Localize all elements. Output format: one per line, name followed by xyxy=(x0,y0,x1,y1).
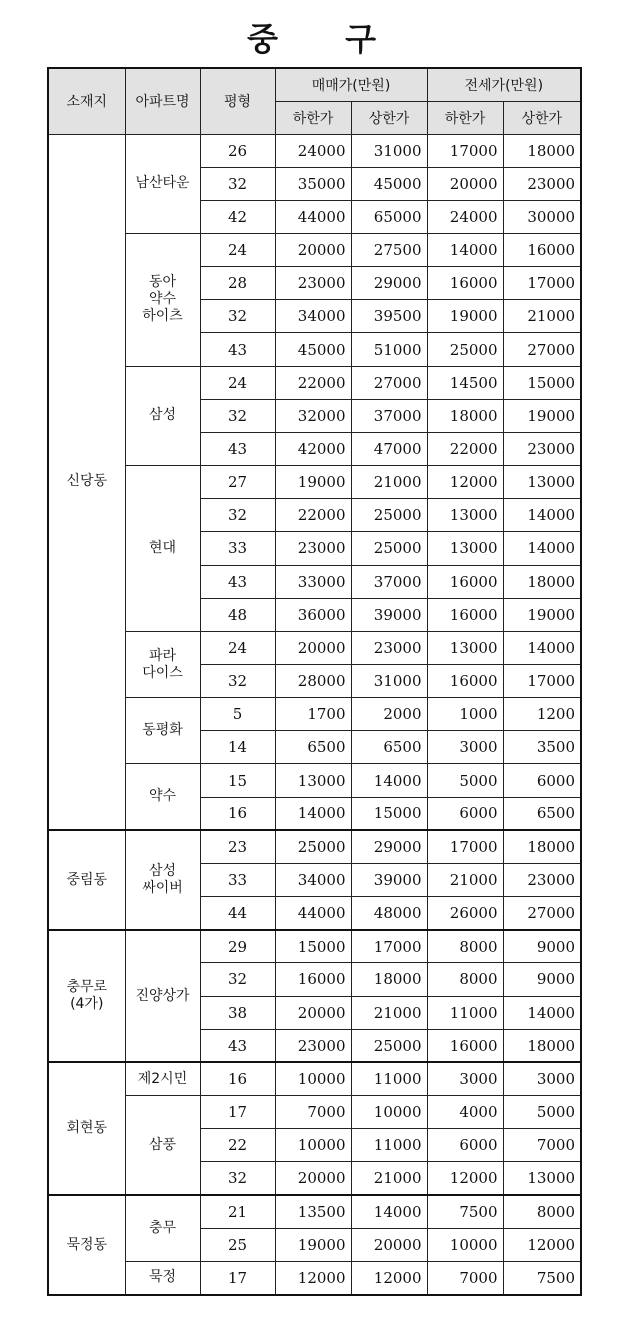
jeonse-low-cell: 6000 xyxy=(427,797,503,830)
jeonse-low-cell: 22000 xyxy=(427,432,503,465)
sale-high-cell: 11000 xyxy=(351,1062,427,1095)
jeonse-low-cell: 21000 xyxy=(427,863,503,896)
header-sale-high: 상한가 xyxy=(351,101,427,134)
location-cell: 충무로 (4가) xyxy=(48,930,125,1063)
sale-high-cell: 15000 xyxy=(351,797,427,830)
apartment-name-cell: 묵정 xyxy=(125,1261,200,1295)
jeonse-low-cell: 10000 xyxy=(427,1228,503,1261)
sale-high-cell: 2000 xyxy=(351,698,427,731)
sale-high-cell: 31000 xyxy=(351,665,427,698)
sale-low-cell: 22000 xyxy=(275,366,351,399)
size-cell: 33 xyxy=(200,863,275,896)
header-jeonse-price: 전세가(만원) xyxy=(427,68,581,101)
jeonse-high-cell: 9000 xyxy=(503,930,581,963)
jeonse-high-cell: 16000 xyxy=(503,233,581,266)
apartment-name-cell: 제2시민 xyxy=(125,1062,200,1095)
table-row xyxy=(48,1261,581,1295)
jeonse-high-cell: 5000 xyxy=(503,1096,581,1129)
size-cell: 43 xyxy=(200,1029,275,1062)
jeonse-high-cell: 15000 xyxy=(503,366,581,399)
sale-high-cell: 25000 xyxy=(351,499,427,532)
sale-high-cell: 6500 xyxy=(351,731,427,764)
sale-high-cell: 29000 xyxy=(351,267,427,300)
header-apartment: 아파트명 xyxy=(125,68,200,134)
jeonse-low-cell: 13000 xyxy=(427,631,503,664)
sale-high-cell: 48000 xyxy=(351,897,427,930)
apartment-name-cell: 파라 다이스 xyxy=(125,631,200,697)
jeonse-low-cell: 6000 xyxy=(427,1129,503,1162)
sale-high-cell: 39000 xyxy=(351,863,427,896)
sale-high-cell: 27500 xyxy=(351,233,427,266)
table-row xyxy=(48,930,581,963)
size-cell: 16 xyxy=(200,1062,275,1095)
jeonse-high-cell: 14000 xyxy=(503,996,581,1029)
sale-low-cell: 19000 xyxy=(275,466,351,499)
sale-low-cell: 10000 xyxy=(275,1129,351,1162)
sale-low-cell: 44000 xyxy=(275,897,351,930)
size-cell: 44 xyxy=(200,897,275,930)
size-cell: 15 xyxy=(200,764,275,797)
jeonse-high-cell: 14000 xyxy=(503,499,581,532)
jeonse-low-cell: 16000 xyxy=(427,665,503,698)
table-row xyxy=(48,1062,581,1095)
size-cell: 29 xyxy=(200,930,275,963)
sale-low-cell: 34000 xyxy=(275,863,351,896)
location-cell: 회현동 xyxy=(48,1062,125,1195)
jeonse-low-cell: 3000 xyxy=(427,731,503,764)
jeonse-high-cell: 18000 xyxy=(503,565,581,598)
apartment-name-cell: 충무 xyxy=(125,1195,200,1261)
sale-low-cell: 16000 xyxy=(275,963,351,996)
price-table xyxy=(47,67,582,1296)
table-row xyxy=(48,1195,581,1228)
sale-low-cell: 23000 xyxy=(275,267,351,300)
jeonse-low-cell: 16000 xyxy=(427,565,503,598)
sale-low-cell: 13000 xyxy=(275,764,351,797)
jeonse-high-cell: 7000 xyxy=(503,1129,581,1162)
table-row xyxy=(48,366,581,399)
sale-low-cell: 25000 xyxy=(275,830,351,863)
jeonse-low-cell: 1000 xyxy=(427,698,503,731)
jeonse-high-cell: 14000 xyxy=(503,631,581,664)
jeonse-low-cell: 14000 xyxy=(427,233,503,266)
jeonse-low-cell: 20000 xyxy=(427,167,503,200)
sale-high-cell: 37000 xyxy=(351,565,427,598)
sale-high-cell: 18000 xyxy=(351,963,427,996)
table-row xyxy=(48,631,581,664)
jeonse-low-cell: 3000 xyxy=(427,1062,503,1095)
jeonse-low-cell: 18000 xyxy=(427,399,503,432)
size-cell: 38 xyxy=(200,996,275,1029)
jeonse-high-cell: 23000 xyxy=(503,863,581,896)
sale-high-cell: 14000 xyxy=(351,764,427,797)
sale-high-cell: 29000 xyxy=(351,830,427,863)
sale-high-cell: 23000 xyxy=(351,631,427,664)
size-cell: 25 xyxy=(200,1228,275,1261)
header-jeonse-high: 상한가 xyxy=(503,101,581,134)
jeonse-low-cell: 13000 xyxy=(427,499,503,532)
sale-low-cell: 45000 xyxy=(275,333,351,366)
size-cell: 28 xyxy=(200,267,275,300)
size-cell: 33 xyxy=(200,532,275,565)
jeonse-high-cell: 7500 xyxy=(503,1261,581,1295)
sale-low-cell: 22000 xyxy=(275,499,351,532)
sale-low-cell: 1700 xyxy=(275,698,351,731)
jeonse-low-cell: 14500 xyxy=(427,366,503,399)
size-cell: 43 xyxy=(200,333,275,366)
sale-low-cell: 13500 xyxy=(275,1195,351,1228)
size-cell: 24 xyxy=(200,366,275,399)
sale-low-cell: 12000 xyxy=(275,1261,351,1295)
jeonse-low-cell: 16000 xyxy=(427,267,503,300)
jeonse-high-cell: 18000 xyxy=(503,1029,581,1062)
size-cell: 24 xyxy=(200,233,275,266)
jeonse-high-cell: 19000 xyxy=(503,598,581,631)
size-cell: 27 xyxy=(200,466,275,499)
jeonse-high-cell: 19000 xyxy=(503,399,581,432)
size-cell: 5 xyxy=(200,698,275,731)
size-cell: 43 xyxy=(200,432,275,465)
table-row xyxy=(48,698,581,731)
jeonse-high-cell: 1200 xyxy=(503,698,581,731)
jeonse-low-cell: 17000 xyxy=(427,134,503,167)
apartment-name-cell: 삼성 싸이버 xyxy=(125,830,200,929)
apartment-name-cell: 현대 xyxy=(125,466,200,632)
sale-high-cell: 11000 xyxy=(351,1129,427,1162)
size-cell: 32 xyxy=(200,499,275,532)
sale-high-cell: 21000 xyxy=(351,996,427,1029)
sale-low-cell: 20000 xyxy=(275,631,351,664)
jeonse-high-cell: 18000 xyxy=(503,134,581,167)
jeonse-high-cell: 27000 xyxy=(503,897,581,930)
page-title: 중 구 xyxy=(247,20,404,58)
jeonse-high-cell: 21000 xyxy=(503,300,581,333)
size-cell: 23 xyxy=(200,830,275,863)
sale-low-cell: 19000 xyxy=(275,1228,351,1261)
jeonse-low-cell: 16000 xyxy=(427,1029,503,1062)
jeonse-low-cell: 4000 xyxy=(427,1096,503,1129)
table-row xyxy=(48,1096,581,1129)
table-row xyxy=(48,830,581,863)
sale-high-cell: 37000 xyxy=(351,399,427,432)
jeonse-high-cell: 6500 xyxy=(503,797,581,830)
sale-low-cell: 44000 xyxy=(275,200,351,233)
table-body xyxy=(48,134,581,1295)
jeonse-high-cell: 12000 xyxy=(503,1228,581,1261)
sale-high-cell: 51000 xyxy=(351,333,427,366)
jeonse-low-cell: 5000 xyxy=(427,764,503,797)
location-cell: 중림동 xyxy=(48,830,125,929)
size-cell: 26 xyxy=(200,134,275,167)
jeonse-high-cell: 3500 xyxy=(503,731,581,764)
sale-high-cell: 31000 xyxy=(351,134,427,167)
sale-high-cell: 25000 xyxy=(351,532,427,565)
jeonse-low-cell: 12000 xyxy=(427,1162,503,1195)
jeonse-high-cell: 8000 xyxy=(503,1195,581,1228)
sale-low-cell: 20000 xyxy=(275,233,351,266)
sale-low-cell: 24000 xyxy=(275,134,351,167)
table-row xyxy=(48,134,581,167)
sale-low-cell: 15000 xyxy=(275,930,351,963)
size-cell: 32 xyxy=(200,399,275,432)
jeonse-low-cell: 8000 xyxy=(427,963,503,996)
size-cell: 48 xyxy=(200,598,275,631)
apartment-name-cell: 약수 xyxy=(125,764,200,830)
jeonse-low-cell: 17000 xyxy=(427,830,503,863)
jeonse-high-cell: 6000 xyxy=(503,764,581,797)
jeonse-high-cell: 17000 xyxy=(503,665,581,698)
sale-high-cell: 65000 xyxy=(351,200,427,233)
sale-low-cell: 34000 xyxy=(275,300,351,333)
header-jeonse-low: 하한가 xyxy=(427,101,503,134)
sale-high-cell: 45000 xyxy=(351,167,427,200)
sale-low-cell: 23000 xyxy=(275,1029,351,1062)
sale-low-cell: 7000 xyxy=(275,1096,351,1129)
apartment-name-cell: 삼성 xyxy=(125,366,200,465)
sale-low-cell: 36000 xyxy=(275,598,351,631)
sale-low-cell: 28000 xyxy=(275,665,351,698)
table-row xyxy=(48,233,581,266)
table-row xyxy=(48,466,581,499)
sale-low-cell: 20000 xyxy=(275,1162,351,1195)
sale-high-cell: 21000 xyxy=(351,1162,427,1195)
apartment-name-cell: 남산타운 xyxy=(125,134,200,233)
jeonse-high-cell: 23000 xyxy=(503,432,581,465)
sale-high-cell: 14000 xyxy=(351,1195,427,1228)
jeonse-high-cell: 13000 xyxy=(503,1162,581,1195)
jeonse-high-cell: 17000 xyxy=(503,267,581,300)
size-cell: 14 xyxy=(200,731,275,764)
sale-high-cell: 17000 xyxy=(351,930,427,963)
sale-low-cell: 33000 xyxy=(275,565,351,598)
apartment-name-cell: 삼풍 xyxy=(125,1096,200,1195)
sale-low-cell: 23000 xyxy=(275,532,351,565)
sale-high-cell: 20000 xyxy=(351,1228,427,1261)
jeonse-low-cell: 13000 xyxy=(427,532,503,565)
jeonse-high-cell: 9000 xyxy=(503,963,581,996)
sale-low-cell: 32000 xyxy=(275,399,351,432)
jeonse-high-cell: 27000 xyxy=(503,333,581,366)
jeonse-high-cell: 18000 xyxy=(503,830,581,863)
header-sale-low: 하한가 xyxy=(275,101,351,134)
sale-high-cell: 25000 xyxy=(351,1029,427,1062)
sale-high-cell: 39000 xyxy=(351,598,427,631)
size-cell: 32 xyxy=(200,963,275,996)
size-cell: 42 xyxy=(200,200,275,233)
sale-low-cell: 14000 xyxy=(275,797,351,830)
location-cell: 묵정동 xyxy=(48,1195,125,1295)
sale-low-cell: 20000 xyxy=(275,996,351,1029)
jeonse-low-cell: 11000 xyxy=(427,996,503,1029)
table-row xyxy=(48,764,581,797)
size-cell: 32 xyxy=(200,1162,275,1195)
jeonse-high-cell: 13000 xyxy=(503,466,581,499)
jeonse-low-cell: 16000 xyxy=(427,598,503,631)
jeonse-low-cell: 26000 xyxy=(427,897,503,930)
header-location: 소재지 xyxy=(48,68,125,134)
size-cell: 17 xyxy=(200,1261,275,1295)
sale-high-cell: 12000 xyxy=(351,1261,427,1295)
jeonse-high-cell: 14000 xyxy=(503,532,581,565)
apartment-name-cell: 진양상가 xyxy=(125,930,200,1063)
sale-low-cell: 10000 xyxy=(275,1062,351,1095)
size-cell: 22 xyxy=(200,1129,275,1162)
sale-low-cell: 42000 xyxy=(275,432,351,465)
size-cell: 17 xyxy=(200,1096,275,1129)
sale-high-cell: 10000 xyxy=(351,1096,427,1129)
size-cell: 32 xyxy=(200,665,275,698)
size-cell: 32 xyxy=(200,300,275,333)
jeonse-high-cell: 23000 xyxy=(503,167,581,200)
jeonse-high-cell: 30000 xyxy=(503,200,581,233)
sale-high-cell: 39500 xyxy=(351,300,427,333)
location-cell: 신당동 xyxy=(48,134,125,830)
jeonse-low-cell: 19000 xyxy=(427,300,503,333)
apartment-name-cell: 동평화 xyxy=(125,698,200,764)
header-size: 평형 xyxy=(200,68,275,134)
jeonse-low-cell: 7000 xyxy=(427,1261,503,1295)
size-cell: 21 xyxy=(200,1195,275,1228)
sale-high-cell: 27000 xyxy=(351,366,427,399)
size-cell: 43 xyxy=(200,565,275,598)
jeonse-low-cell: 8000 xyxy=(427,930,503,963)
sale-low-cell: 35000 xyxy=(275,167,351,200)
apartment-name-cell: 동아 약수 하이츠 xyxy=(125,233,200,366)
size-cell: 32 xyxy=(200,167,275,200)
jeonse-low-cell: 25000 xyxy=(427,333,503,366)
jeonse-high-cell: 3000 xyxy=(503,1062,581,1095)
sale-low-cell: 6500 xyxy=(275,731,351,764)
jeonse-low-cell: 12000 xyxy=(427,466,503,499)
sale-high-cell: 47000 xyxy=(351,432,427,465)
size-cell: 16 xyxy=(200,797,275,830)
header-sale-price: 매매가(만원) xyxy=(275,68,427,101)
size-cell: 24 xyxy=(200,631,275,664)
sale-high-cell: 21000 xyxy=(351,466,427,499)
jeonse-low-cell: 24000 xyxy=(427,200,503,233)
jeonse-low-cell: 7500 xyxy=(427,1195,503,1228)
